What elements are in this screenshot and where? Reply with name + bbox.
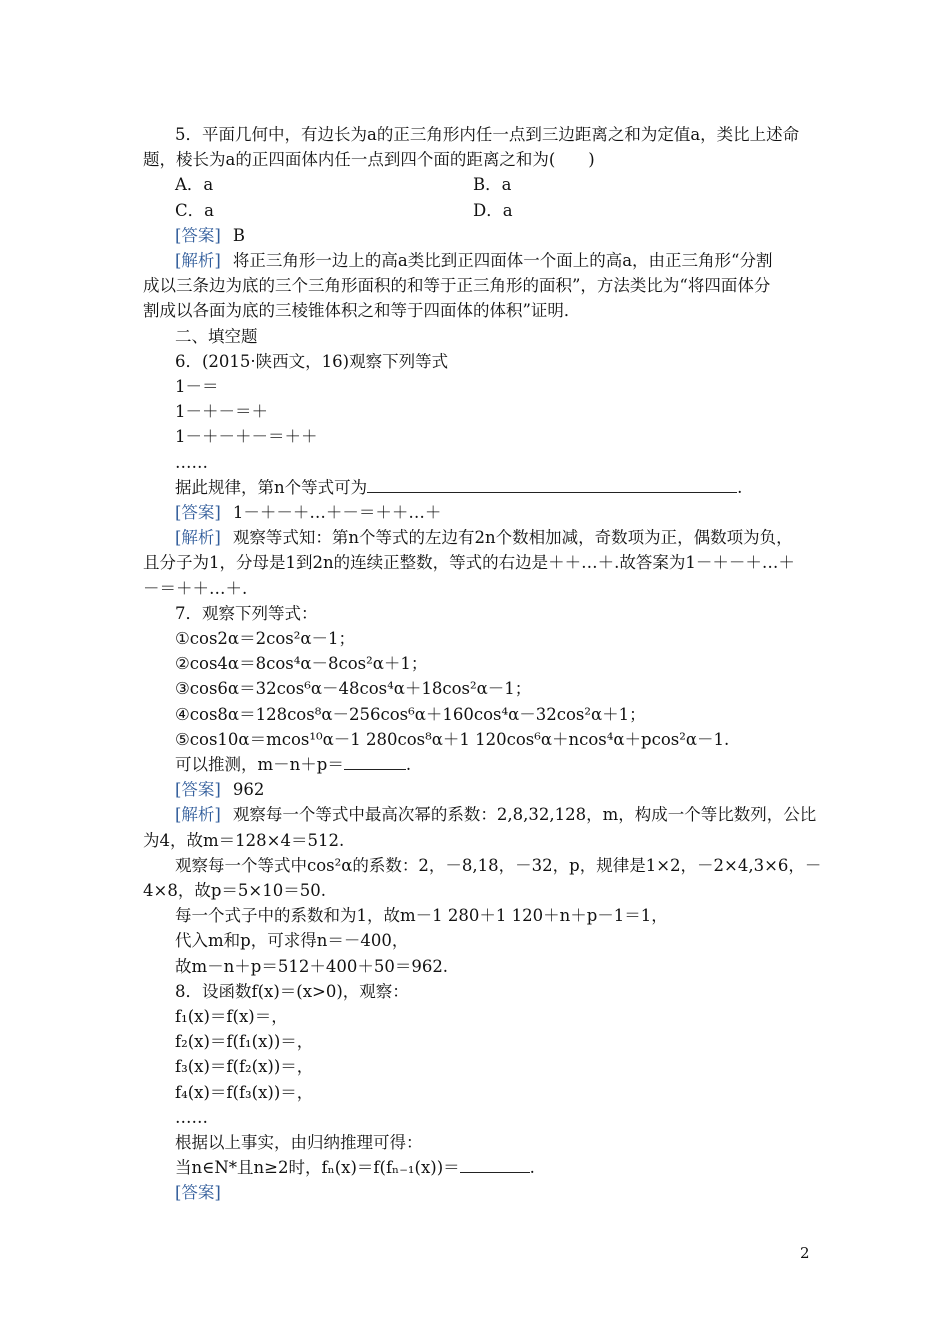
q8-line1: [175, 979, 855, 1004]
q6-analysis-3: [143, 576, 823, 601]
q5-answer-text: B: [232, 225, 246, 245]
q8-ask-period: .: [529, 1158, 535, 1178]
q6-dots: [175, 450, 855, 475]
q5-opt-cd: [175, 198, 855, 223]
q7-analysis-3-text: 观察每一个等式中cos²α的系数：2，－8,18，－32，p，规律是1×2，－2×4,3×6，－: [175, 855, 822, 875]
q6-ask: [175, 475, 855, 500]
q7-analysis-2: [143, 828, 823, 853]
q5-opt-cd-option-2: D．a: [473, 200, 513, 220]
q6-eq1: [175, 374, 855, 399]
q7-analysis-7-text: 故m－n＋p＝512＋400＋50＝962.: [175, 956, 449, 976]
q8-conclude-text: 根据以上事实，由归纳推理可得：: [175, 1133, 423, 1152]
q6-analysis-1-text: 观察等式知：第n个等式的左边有2n个数相加减，奇数项为正，偶数项为负，: [232, 528, 793, 548]
q8-ask-text: 当n∈N*且n≥2时，fₙ(x)＝f(fₙ₋₁(x))＝: [175, 1158, 460, 1178]
q8-f3: [175, 1054, 855, 1079]
q7-analysis-6: [175, 928, 855, 953]
q5-analysis-1-text: 将正三角形一边上的高a类比到正四面体一个面上的高a，由正三角形“分割: [232, 251, 773, 270]
q5-answer-tag: [答案]: [175, 225, 221, 245]
q8-f4-text: f₄(x)＝f(f₃(x))＝，: [175, 1082, 314, 1102]
q8-answer-tag: [答案]: [175, 1183, 221, 1203]
q7-eq1: [175, 626, 855, 651]
q8-f4: [175, 1080, 855, 1105]
q6-eq3-text: 1－＋－＋－＝＋＋: [175, 427, 318, 447]
q5-analysis-1-tag: [解析]: [175, 251, 221, 270]
q7-analysis-4-text: 4×8，故p＝5×10＝50.: [143, 881, 326, 900]
q6-ask-blank: [367, 476, 737, 493]
q6-dots-text: ……: [175, 452, 208, 472]
q8-ask-blank: [460, 1156, 530, 1173]
q7-eq2: [175, 651, 855, 676]
q7-analysis-2-text: 为4，故m＝128×4＝512.: [143, 830, 345, 850]
q8-f2: [175, 1029, 855, 1054]
q7-line1: [175, 601, 855, 626]
q7-eq3-text: ③cos6α＝32cos⁶α－48cos⁴α＋18cos²α－1；: [175, 679, 532, 699]
q7-analysis-5: [175, 903, 855, 928]
q6-eq2-text: 1－＋－＝＋: [175, 402, 268, 422]
q6-answer: [175, 500, 855, 525]
q8-f1: [175, 1004, 855, 1029]
q7-analysis-3: [175, 853, 855, 878]
q6-eq2: [175, 399, 855, 424]
q5-analysis-2-text: 成以三条边为底的三个三角形面积的和等于正三角形的面积”，方法类比为“将四面体分: [143, 276, 771, 296]
q6-eq1-text: 1－＝: [175, 377, 219, 396]
q7-eq2-text: ②cos4α＝8cos⁴α－8cos²α＋1；: [175, 654, 428, 674]
q6-analysis-2: [143, 550, 823, 575]
q6-ask-text: 据此规律，第n个等式可为: [175, 477, 368, 497]
q7-eq5: [175, 727, 855, 752]
q7-ask-period: .: [405, 755, 412, 774]
q8-f3-text: f₃(x)＝f(f₂(x))＝，: [175, 1057, 314, 1077]
q7-eq1-text: ①cos2α＝2cos²α－1；: [175, 629, 355, 648]
q7-analysis-5-text: 每一个式子中的系数和为1，故m－1 280＋1 120＋n＋p－1＝1，: [175, 906, 668, 926]
q7-ask-blank: [344, 753, 406, 770]
q5-line2: [143, 147, 823, 172]
q7-answer-text: 962: [232, 780, 265, 800]
q5-opt-ab: [175, 172, 855, 197]
q5-line1: [175, 122, 855, 147]
q8-dots: [175, 1105, 855, 1130]
q8-f2-text: f₂(x)＝f(f₁(x))＝，: [175, 1032, 314, 1052]
q5-analysis-3: [143, 298, 823, 323]
q5-analysis-2: [143, 273, 823, 298]
q8-line1-text: 8．设函数f(x)＝(x>0)，观察：: [175, 981, 409, 1001]
q5-line1-text: 5．平面几何中，有边长为a的正三角形内任一点到三边距离之和为定值a，类比上述命: [175, 125, 800, 144]
q7-ask-text: 可以推测，m－n＋p＝: [175, 755, 344, 774]
q6-answer-text: 1－＋－＋…＋－＝＋＋…＋: [232, 503, 442, 522]
q8-dots-text: ……: [175, 1107, 208, 1127]
q5-answer: [175, 223, 855, 248]
q8-f1-text: f₁(x)＝f(x)＝，: [175, 1007, 288, 1026]
q7-analysis-1-tag: [解析]: [175, 805, 221, 825]
section-fill-text: 二、填空题: [175, 326, 258, 346]
q6-analysis-2-text: 且分子为1，分母是1到2n的连续正整数，等式的右边是＋＋…＋.故答案为1－＋－＋…＋: [143, 553, 795, 573]
q6-ask-period: .: [737, 477, 743, 497]
q6-line1-text: 6．(2015·陕西文，16)观察下列等式: [175, 351, 449, 371]
q7-analysis-7: [175, 954, 855, 979]
q7-eq4-text: ④cos8α＝128cos⁸α－256cos⁶α＋160cos⁴α－32cos²α＋1；: [175, 704, 646, 724]
q5-analysis-1: [175, 248, 855, 273]
q5-opt-ab-option-2: B．a: [473, 175, 512, 195]
q7-analysis-1: [175, 802, 855, 827]
q5-opt-ab-option-1: A．a: [175, 175, 214, 195]
q6-analysis-3-text: －＝＋＋…＋.: [143, 578, 248, 598]
q8-conclude: [175, 1130, 855, 1155]
q6-answer-tag: [答案]: [175, 503, 221, 522]
q7-answer: [175, 777, 855, 802]
page-number: 2: [800, 1244, 810, 1262]
q7-eq5-text: ⑤cos10α＝mcos¹⁰α－1 280cos⁸α＋1 120cos⁶α＋ncos⁴α＋pcos²α－1.: [175, 729, 730, 749]
q8-answer: [175, 1180, 855, 1205]
q7-line1-text: 7．观察下列等式：: [175, 603, 318, 623]
q6-line1: [175, 349, 855, 374]
q5-line2-text: 题，棱长为a的正四面体内任一点到四个面的距离之和为( ): [143, 150, 595, 170]
q7-eq3: [175, 676, 855, 701]
q6-analysis-1-tag: [解析]: [175, 528, 221, 548]
q7-analysis-1-text: 观察每一个等式中最高次幂的系数：2,8,32,128，m，构成一个等比数列，公比: [232, 805, 817, 825]
q6-eq3: [175, 424, 855, 449]
q7-answer-tag: [答案]: [175, 780, 221, 800]
q7-analysis-4: [143, 878, 823, 903]
q7-ask: [175, 752, 855, 777]
q7-eq4: [175, 702, 855, 727]
section-fill: [175, 324, 855, 349]
q5-analysis-3-text: 割成以各面为底的三棱锥体积之和等于四面体的体积”证明．: [143, 301, 581, 321]
q8-ask: [175, 1155, 855, 1180]
q7-analysis-6-text: 代入m和p，可求得n＝－400，: [175, 931, 409, 951]
q6-analysis-1: [175, 525, 855, 550]
q5-opt-cd-option-1: C．a: [175, 200, 214, 220]
